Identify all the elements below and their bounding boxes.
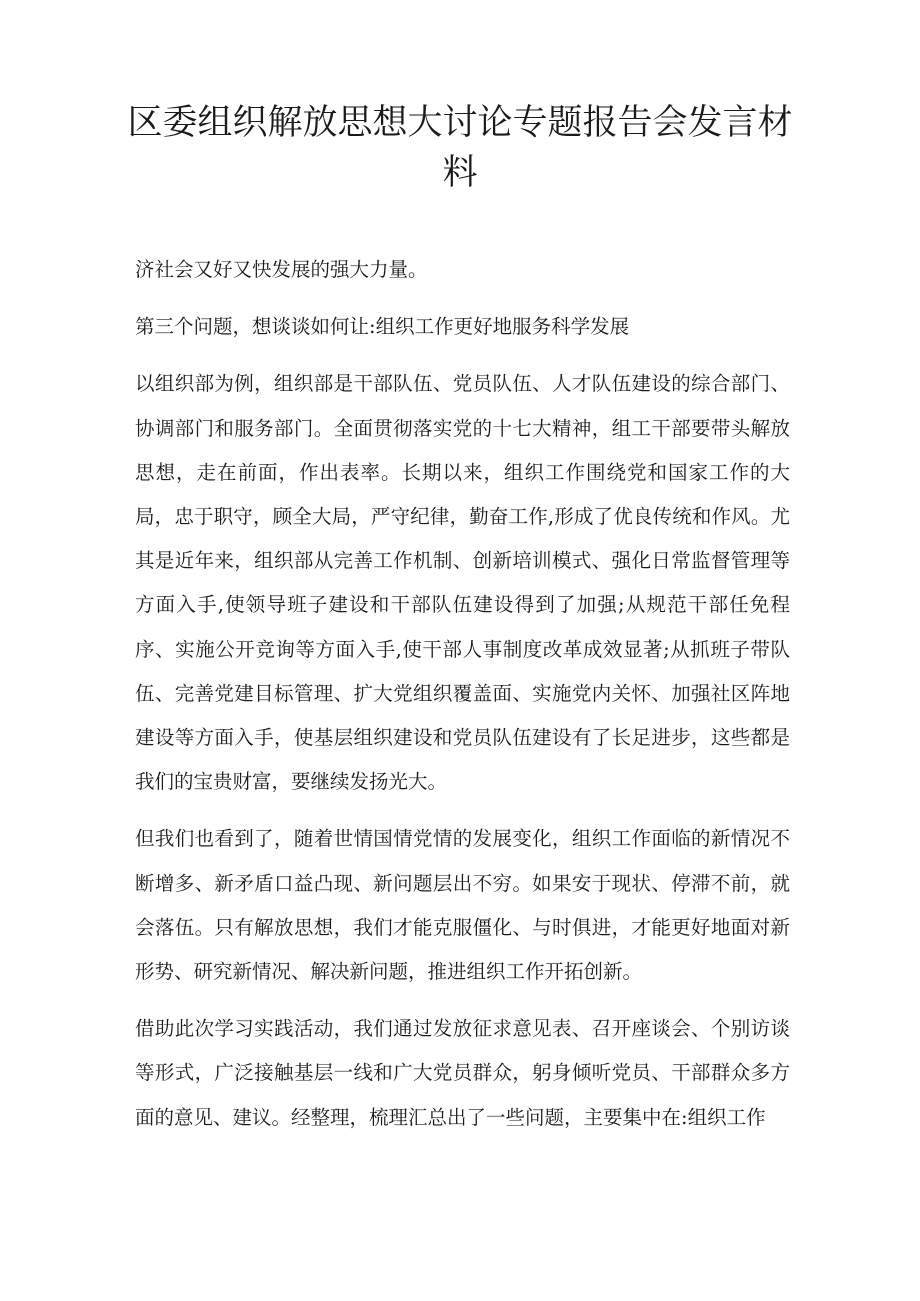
- paragraph-5: 借助此次学习实践活动，我们通过发放征求意见表、召开座谈会、个别访谈等形式，广泛接触基层一线和广大党员群众，躬身倾听党员、干部群众多方面的意见、建议。经整理，梳理汇总出了一些问题，主要集中在:组织工作: [135, 1017, 790, 1129]
- paragraph-4: 但我们也看到了，随着世情国情党情的发展变化，组织工作面临的新情况不断增多、新矛盾口益凸现、新问题层出不穷。如果安于现状、停滞不前，就会落伍。只有解放思想，我们才能克服僵化、与时俱进，才能更好地面对新形势、研究新情况、解决新问题，推进组织工作开拓创新。: [135, 827, 790, 984]
- document-title: 区委组织解放思想大讨论专题报告会发言材料: [127, 103, 793, 193]
- paragraph-2: 第三个问题，想谈谈如何让:组织工作更好地服务科学发展: [135, 315, 630, 339]
- document-body: [135, 248, 790, 1153]
- paragraph-1: 济社会又好又快发展的强大力量。: [135, 258, 428, 281]
- paragraph-3: 以组织部为例，组织部是干部队伍、党员队伍、人才队伍建设的综合部门、协调部门和服务部门。全面贯彻落实党的十七大精神，组工干部要带头解放思想，走在前面，作出表率。长期以来，组织工作围绕党和国家工作的大局，忠于职守，顾全大局，严守纪律，勤奋工作,形成了优良传统和作风。尤其是近年来，组织部从完善工作机制、创新培训模式、强化日常监督管理等方面入手,使领导班子建设和干部队伍建设得到了加强;从规范干部任免程序、实施公开竞询等方面入手,使干部人事制度改革成效显著;从抓班子带队伍、完善党建目标管理、扩大党组织覆盖面、实施党内关怀、加强社区阵地建设等方面入手，使基层组织建设和党员队伍建设有了长足进步，这些都是我们的宝贵财富，要继续发扬光大。: [135, 372, 790, 794]
